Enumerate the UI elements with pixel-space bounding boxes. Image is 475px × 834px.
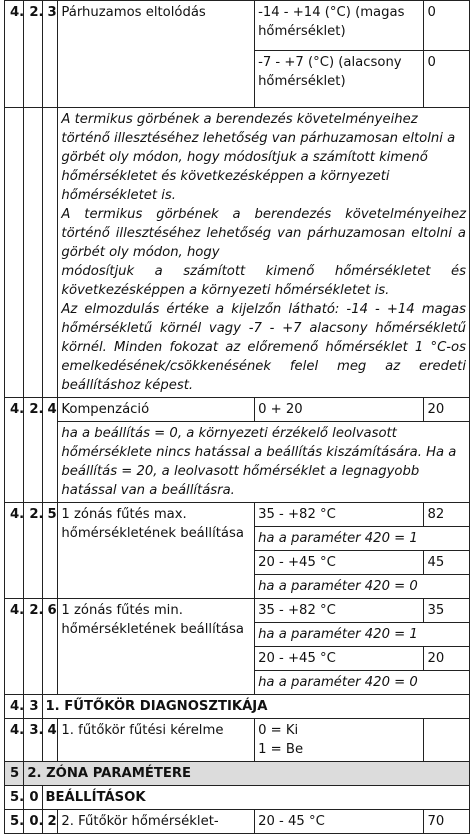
row-num-2: 3 (24, 695, 42, 719)
parameter-table-page (4, 0, 470, 834)
value-cell: 45 (424, 551, 470, 575)
row-num-2: 0. (24, 810, 42, 834)
table-row (5, 719, 470, 762)
range-cell: -7 - +7 (°C) (alacsony hőmérséklet) (255, 51, 424, 108)
condition-cell: ha a paraméter 420 = 1 (255, 527, 470, 551)
range-cell: 20 - 45 °C (255, 810, 424, 834)
row-num-3: 2 (42, 810, 58, 834)
parameter-table (4, 0, 470, 834)
range-cell: 35 - +82 °C (255, 599, 424, 623)
table-row (5, 422, 470, 503)
table-row (5, 599, 470, 623)
row-num-1: 4. (5, 599, 24, 695)
value-cell: 82 (424, 503, 470, 527)
options-cell (255, 719, 424, 762)
section-header-row (5, 695, 470, 719)
row-num-1: 5 (5, 762, 24, 786)
description-paragraph: módosítjuk a számított kimenő hőmérsékletet és következésképpen a környezeti hőmérsékletet is. (61, 264, 466, 298)
condition-cell: ha a paraméter 420 = 0 (255, 671, 470, 695)
parameter-name: 1 zónás fűtés min. hőmérsékletének beállítása (58, 599, 255, 695)
value-cell: 20 (424, 647, 470, 671)
parameter-name: 1. fűtőkör fűtési kérelme (58, 719, 255, 762)
value-cell: 0 (424, 1, 470, 51)
row-num-1: 4. (5, 398, 24, 503)
parameter-name: Párhuzamos eltolódás (58, 1, 255, 108)
range-cell: 0 + 20 (255, 398, 424, 422)
value-cell: 20 (424, 398, 470, 422)
range-cell: 20 - +45 °C (255, 551, 424, 575)
row-num-1: 4. (5, 695, 24, 719)
row-num-3: 4 (42, 719, 58, 762)
range-cell: 35 - +82 °C (255, 503, 424, 527)
row-num-2: 2. (24, 1, 42, 108)
option-on: 1 = Be (258, 742, 304, 757)
table-row (5, 810, 470, 834)
row-num-1: 4. (5, 503, 24, 599)
section-title: BEÁLLÍTÁSOK (42, 786, 470, 810)
parameter-name: 2. Fűtőkör hőmérséklet- (58, 810, 255, 834)
value-cell: 35 (424, 599, 470, 623)
row-num-2: 2. (24, 398, 42, 503)
row-num-3: 3 (42, 1, 58, 108)
description-cell (58, 108, 470, 398)
description-paragraph: A termikus görbének a berendezés követelményeihez történő illesztéséhez lehetőség van párhuzamosan eltolni a görbét oly módon, hogy (61, 207, 466, 260)
row-num-1: 4. (5, 1, 24, 108)
row-num-1: 5. (5, 810, 24, 834)
range-cell: -14 - +14 (°C) (magas hőmérséklet) (255, 1, 424, 51)
table-row (5, 503, 470, 527)
row-num-2: 3. (24, 719, 42, 762)
section-title: 2. ZÓNA PARAMÉTERE (24, 762, 470, 786)
description-paragraph: A termikus görbének a berendezés követelményeihez történő illesztéséhez lehetőség van párhuzamosan eltolni a görbét oly módon, hogy módosítjuk a számított kimenő hőmérsékletet és következésképpen a környezeti hőmérsékletet is. (61, 112, 456, 203)
row-num-2: 2. (24, 599, 42, 695)
condition-cell: ha a paraméter 420 = 1 (255, 623, 470, 647)
section-header-row (5, 786, 470, 810)
condition-cell: ha a paraméter 420 = 0 (255, 575, 470, 599)
table-row (5, 1, 470, 51)
section-title: 1. FŰTŐKÖR DIAGNOSZTIKÁJA (42, 695, 470, 719)
row-num-1: 5. (5, 786, 24, 810)
option-off: 0 = Ki (258, 723, 299, 738)
description-cell: ha a beállítás = 0, a környezeti érzékelő leolvasott hőmérséklete nincs hatással a beállítás kiszámítására. Ha a beállítás = 20, a leolvasott hőmérséklet a legnagyobb hatással van a beállításra. (58, 422, 470, 503)
range-cell: 20 - +45 °C (255, 647, 424, 671)
row-num-3: 6 (42, 599, 58, 695)
table-row (5, 398, 470, 422)
row-num-1: 4. (5, 719, 24, 762)
row-num-2: 0 (24, 786, 42, 810)
row-num-3: 5 (42, 503, 58, 599)
value-cell: 70 (424, 810, 470, 834)
parameter-name: 1 zónás fűtés max. hőmérsékletének beállítása (58, 503, 255, 599)
parameter-name: Kompenzáció (58, 398, 255, 422)
value-cell (424, 719, 470, 762)
section-header-row (5, 762, 470, 786)
value-cell: 0 (424, 51, 470, 108)
table-row (5, 108, 470, 398)
description-paragraph: Az elmozdulás értéke a kijelzőn látható: -14 - +14 magas hőmérsékletű körnél vagy -7 - +7 alacsony hőmérsékletű körnél. Minden fokozat az előremenő hőmérséklet 1 °C-os emelkedésének/csökkenésének felel meg az eredeti beállításhoz képest. (61, 302, 466, 393)
row-num-3: 4 (42, 398, 58, 503)
row-num-2: 2. (24, 503, 42, 599)
